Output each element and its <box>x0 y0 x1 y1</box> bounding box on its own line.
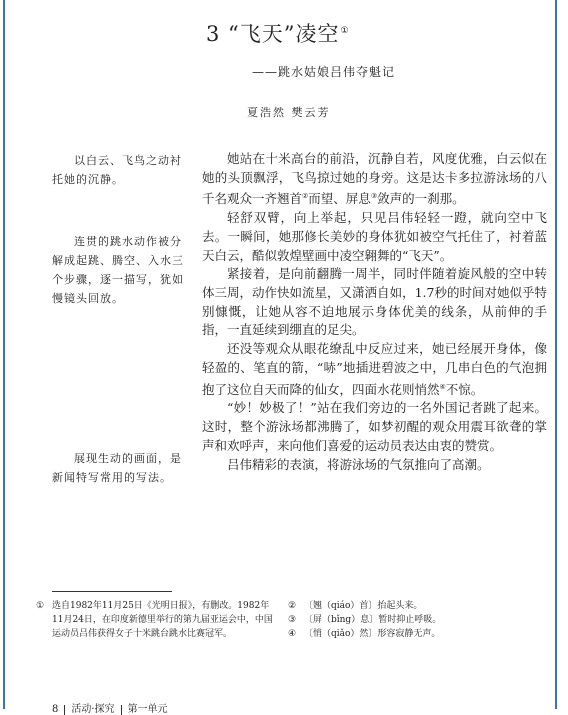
title-text: 3 “飞天”凌空 <box>206 22 340 46</box>
footnote-item: ④ 〔悄（qiǎo）然〕形容寂静无声。 <box>288 629 441 639</box>
article-title <box>206 18 350 48</box>
footnote-item: ③ 〔屏（bǐng）息〕暂时抑止呼吸。 <box>288 615 442 625</box>
footnote-column-left <box>36 599 276 641</box>
margin-note-2: 连贯的跳水动作被分解成起跳、腾空、入水三个步骤，逐一描写，犹如慢镜头回放。 <box>52 235 184 305</box>
article-body <box>202 150 547 474</box>
margin-note-1: 以白云、飞鸟之动衬托她的沉静。 <box>52 154 182 186</box>
footnote-column-right <box>288 599 538 641</box>
footer-section: 活动·探究 <box>71 704 115 715</box>
article-subtitle: ——跳水姑娘吕伟夺魁记 <box>252 65 396 79</box>
paragraph-6: 吕伟精彩的表演，将游泳场的气氛推向了高潮。 <box>227 456 490 472</box>
page-frame-right <box>555 0 557 709</box>
page-footer <box>52 700 168 715</box>
footnote-item: ① 选自1982年11月25日《光明日报》，有删改。1982年11月24日，在印度新德里举行的第九届亚运会中，中国运动员吕伟获得女子十米跳台跳水比赛冠军。 <box>36 601 273 639</box>
footnote-item: ② 〔翘（qiáo）首〕抬起头来。 <box>288 601 423 611</box>
footnote-ref: ② <box>302 192 309 201</box>
article-authors: 夏浩然 樊云芳 <box>247 106 331 119</box>
paragraph-4: 还没等观众从眼花缭乱中反应过来，她已经展开身体，像轻盈的、笔直的箭，“哧”地插进碧波之中，几串白色的气泡拥抱了这位自天而降的仙女，四面水花则悄然④不惊。 <box>202 341 547 397</box>
footer-divider <box>121 705 122 715</box>
footer-unit: 第一单元 <box>127 704 168 715</box>
footnote-ref: ③ <box>370 192 378 201</box>
paragraph-1: 她站在十米高台的前沿，沉静自若，风度优雅，白云似在她的头顶飘浮，飞鸟掠过她的身旁。这是达卡多拉游泳场的八千名观众一齐翘首②而望、屏息③敛声的一刹那。 <box>202 151 547 207</box>
paragraph-2: 轻舒双臂，向上举起，只见吕伟轻轻一蹬，就向空中飞去。一瞬间，她那修长美妙的身体犹如被空气托住了，衬着蓝天白云，酷似敦煌壁画中凌空翱舞的“飞天”。 <box>202 210 547 263</box>
title-footnote-mark: ① <box>340 26 350 36</box>
footnote-ref: ④ <box>439 382 446 391</box>
page-number: 8 <box>52 704 59 715</box>
margin-note-3: 展现生动的画面，是新闻特写常用的写法。 <box>52 452 182 484</box>
page-frame-left <box>3 0 5 709</box>
paragraph-3: 紧接着，是向前翻腾一周半，同时伴随着旋风般的空中转体三周，动作快如流星，又潇洒自如，1.7秒的时间对她似乎特别慷慨，让她从容不迫地展示身体优美的线条，从前伸的手指，一直延续到绷直的足尖。 <box>202 266 547 338</box>
paragraph-5: “妙！妙极了！”站在我们旁边的一名外国记者跳了起来。这时，整个游泳场都沸腾了，如梦初醒的观众用震耳欲聋的掌声和欢呼声，来向他们喜爱的运动员表达由衷的赞赏。 <box>202 400 547 453</box>
footnote-divider <box>52 591 172 592</box>
footer-divider <box>64 705 65 715</box>
